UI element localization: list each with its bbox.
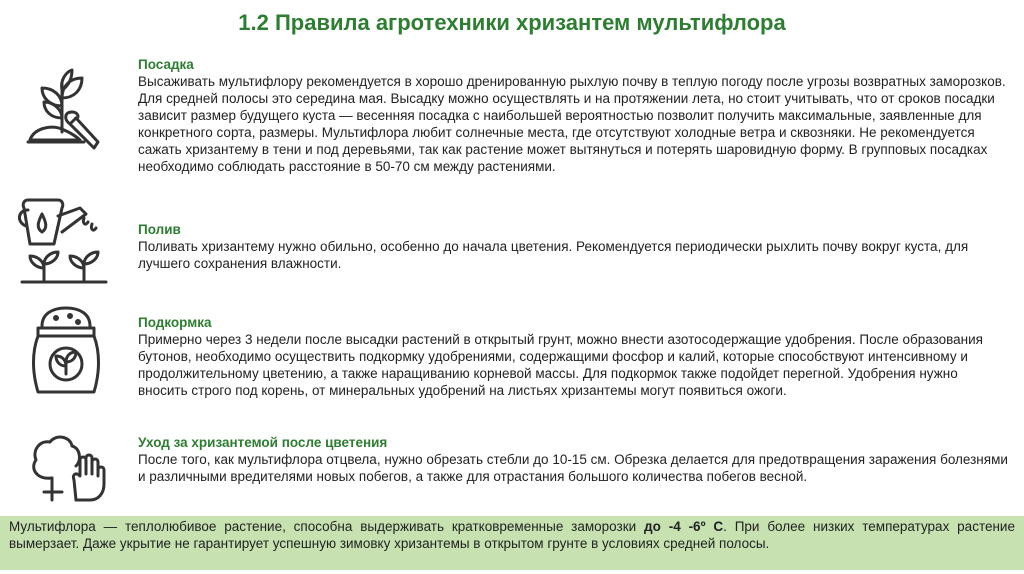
watering-can-icon: [14, 192, 114, 294]
section-watering: [138, 221, 1008, 272]
seedling-trowel-icon: [24, 62, 108, 162]
section-heading: Полив: [138, 222, 181, 237]
section-text: Примерно через 3 недели после высадки растений в открытый грунт, можно внести азотосодержащие удобрения. После образования бутонов, необходимо осуществить подкормку удобрениями, содержащими фосфор и калий, которые способствуют интенсивному и продолжительному цветению, а также наращиванию корневой массы. Для подкормок также подойдет перегной. Удобрения нужно вносить строго под корень, от минеральных удобрений на листьях хризантемы могут появиться ожоги.: [138, 332, 983, 398]
section-heading: Посадка: [138, 57, 194, 72]
footer-text-start: Мультифлора — теплолюбивое растение, способна выдерживать кратковременные заморозки: [9, 519, 645, 534]
section-text: Высаживать мультифлору рекомендуется в хорошо дренированную рыхлую почву в теплую погоду после угрозы возвратных заморозков. Для средней полосы это середина мая. Высадку можно осуществлять и на протяжении лета, но стоит учитывать, что от сроков посадки зависит размер будущего куста — весенняя посадка с наибольшей вероятностью позволит получить максимальные, заявленные для конкретного сорта, размеры. Мультифлора любит солнечные места, где отсутствуют холодные ветра и сквозняки. Не рекомендуется сажать хризантему в тени и под деревьями, так как растение может вытянуться и потерять шаровидную форму. В групповых посадках необходимо соблюдать расстояние в 50-70 см между растениями.: [138, 74, 1006, 174]
fertilizer-bag-icon: [26, 302, 106, 402]
footer-text-bold: до -4 -6º С: [644, 519, 724, 534]
section-text: После того, как мультифлора отцвела, нужно обрезать стебли до 10-15 см. Обрезка делается для предотвращения заражения болезнями и различными вредителями новых побегов, а также для отрастания большого количества побегов весной.: [138, 452, 1008, 484]
footer-text-end: . При более низких температурах растение вымерзает. Даже укрытие не гарантирует успешную зимовку хризантемы в открытом грунте в условиях средней полосы.: [9, 519, 1015, 551]
section-aftercare: [138, 434, 1008, 485]
section-heading: Уход за хризантемой после цветения: [138, 435, 388, 450]
section-text: Поливать хризантему нужно обильно, особенно до начала цветения. Рекомендуется периодически рыхлить почву вокруг куста, для лучшего сохранения влажности.: [138, 239, 969, 271]
footer-note: [0, 516, 1024, 570]
section-heading: Подкормка: [138, 315, 212, 330]
tree-hand-icon: [28, 430, 112, 510]
page-title: 1.2 Правила агротехники хризантем мультифлора: [238, 10, 786, 35]
section-planting: [138, 56, 1008, 175]
section-feeding: [138, 314, 1008, 399]
